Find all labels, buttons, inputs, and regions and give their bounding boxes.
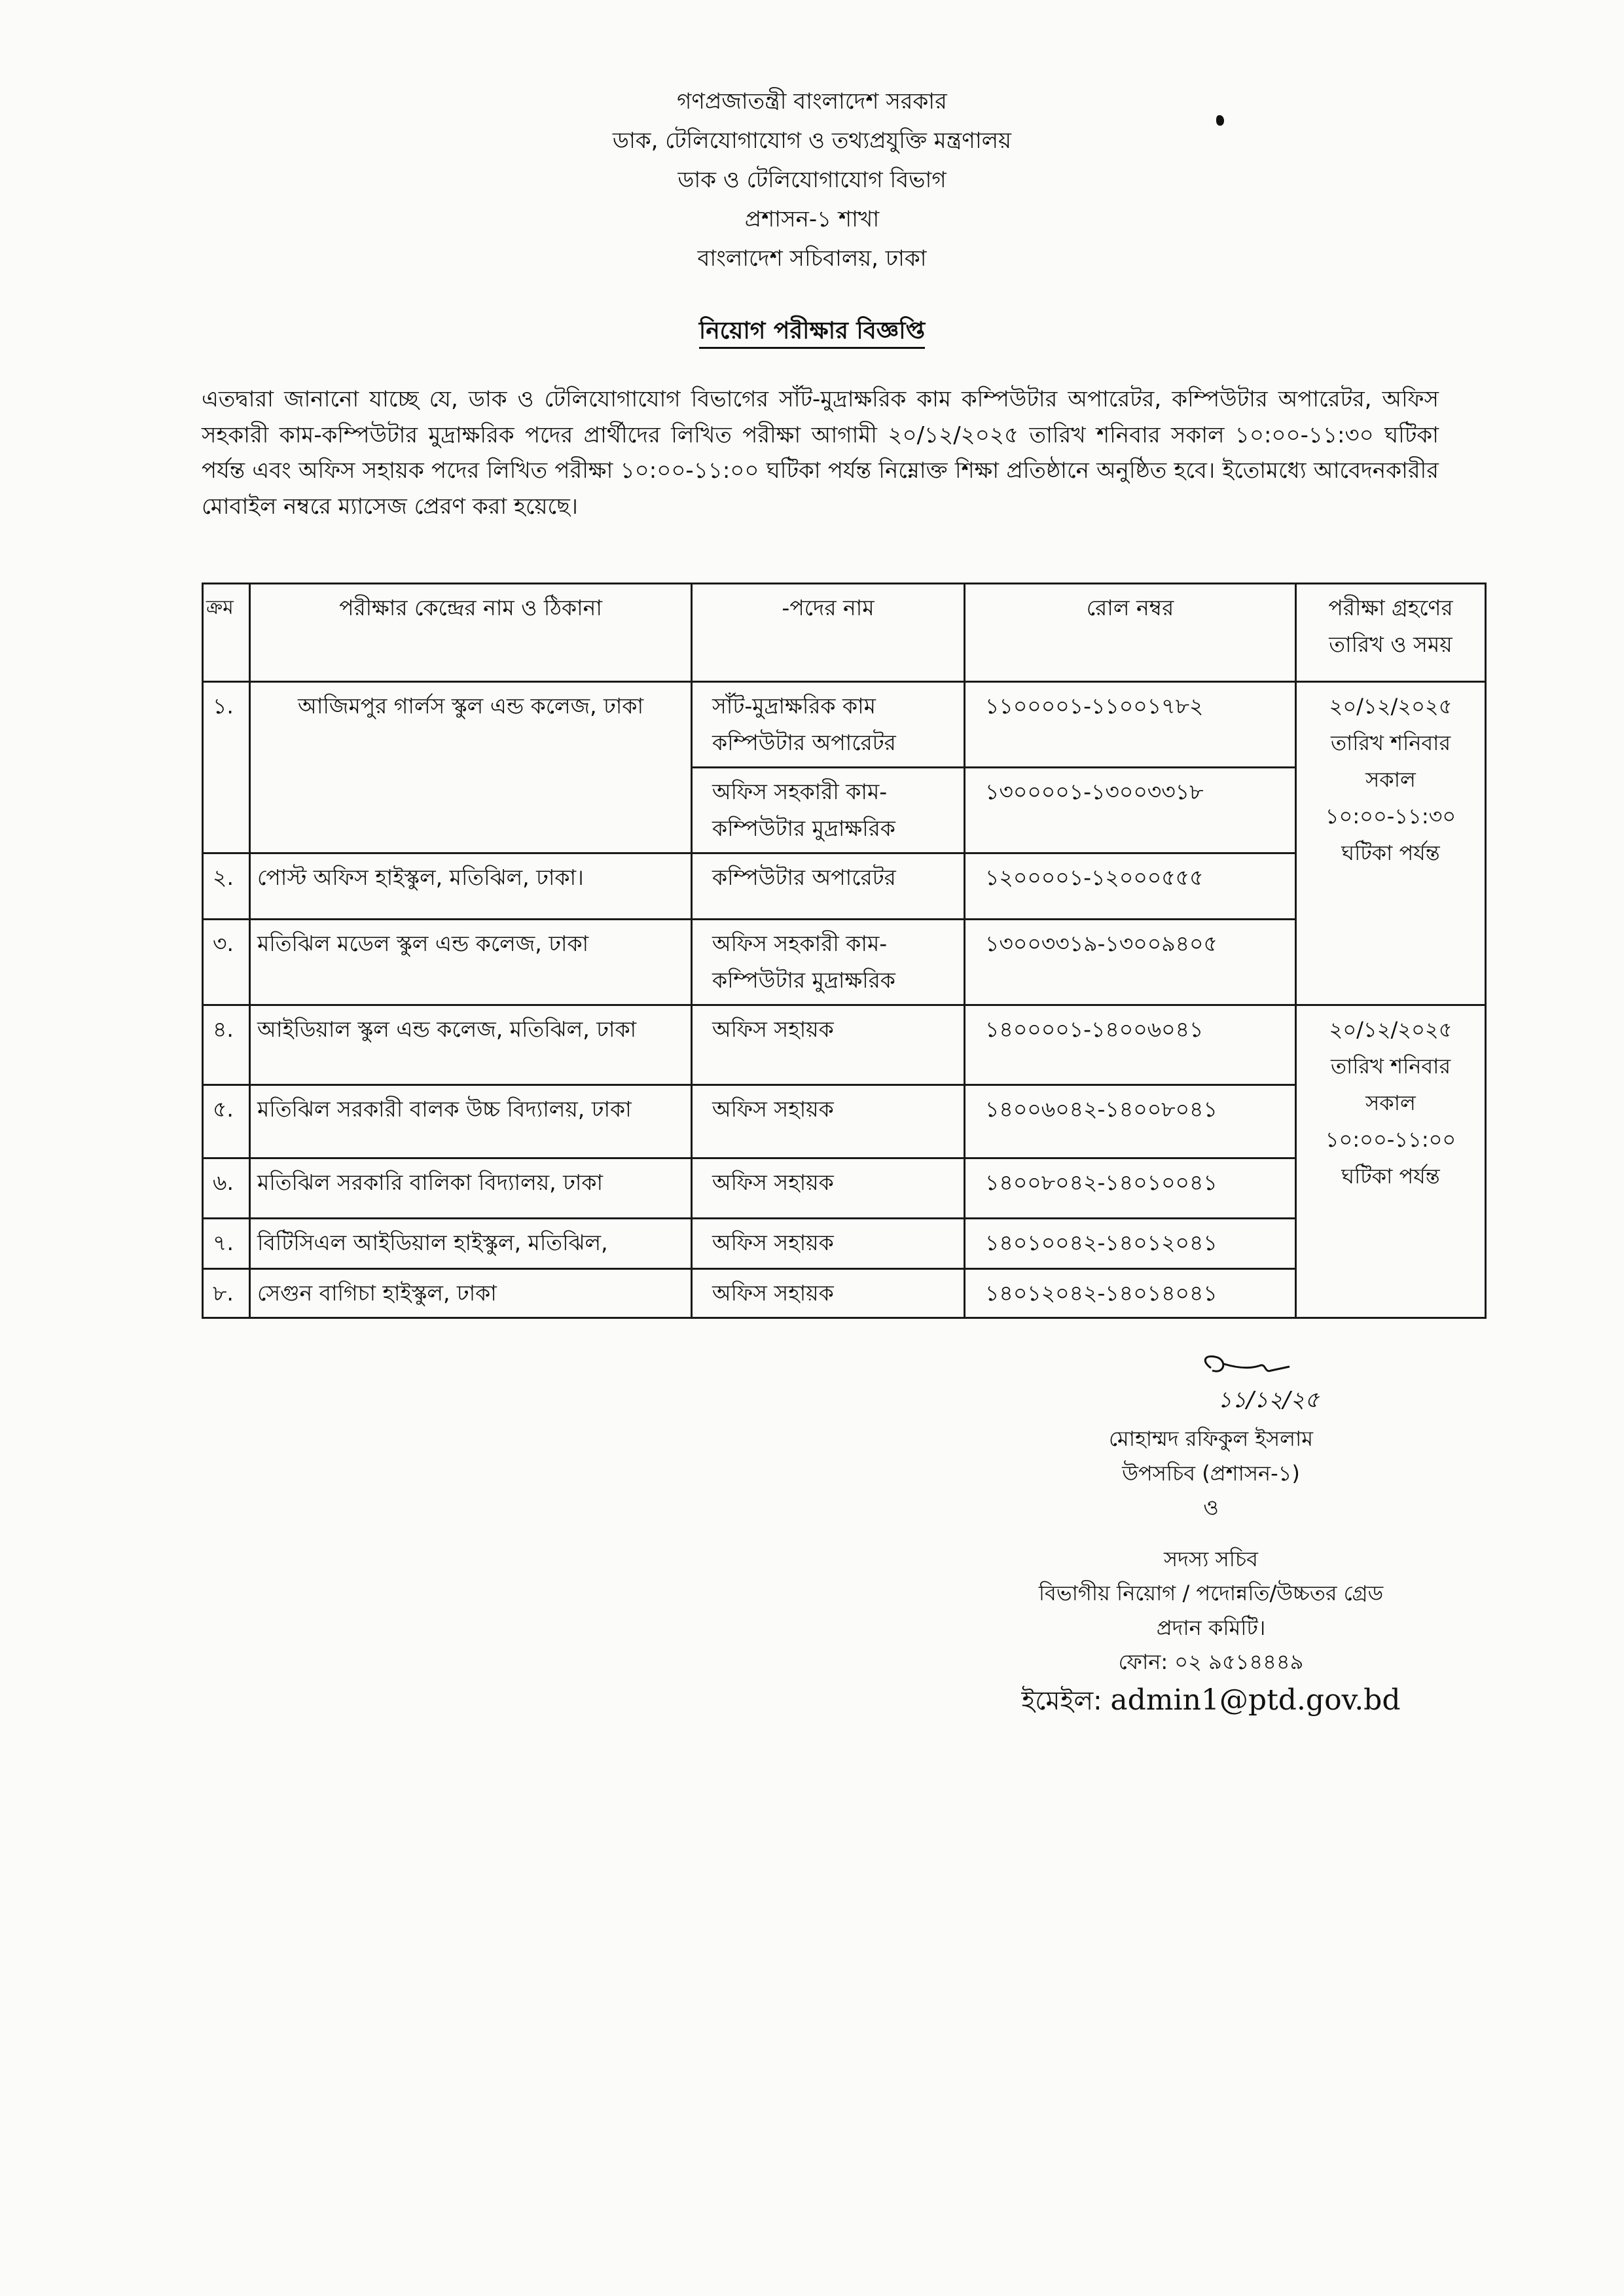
schedule-group-2: ২০/১২/২০২৫ তারিখ শনিবার সকাল ১০:০০-১১:০০ ঘটিকা পর্যন্ত (1296, 1005, 1486, 1318)
row-serial: ২. (203, 853, 250, 920)
table-row (203, 1219, 1486, 1269)
table-row (203, 1085, 1486, 1158)
row-serial: ৫. (203, 1085, 250, 1158)
signature-stroke (1205, 1356, 1290, 1371)
row-post: অফিস সহকারী কাম-কম্পিউটার মুদ্রাক্ষরিক (692, 920, 965, 1005)
table-header-row (203, 584, 1486, 682)
row-center: আইডিয়াল স্কুল এন্ড কলেজ, মতিঝিল, ঢাকা (250, 1005, 692, 1085)
row-center: মতিঝিল সরকারি বালিকা বিদ্যালয়, ঢাকা (250, 1158, 692, 1219)
signatory-role: সদস্য সচিব (1164, 1546, 1258, 1571)
row-post: অফিস সহায়ক (692, 1085, 965, 1158)
letterhead (0, 82, 1624, 278)
row-center: মতিঝিল সরকারী বালক উচ্চ বিদ্যালয়, ঢাকা (250, 1085, 692, 1158)
table-row (203, 1158, 1486, 1219)
header-roll: রোল নম্বর (965, 584, 1296, 682)
row-center: আজিমপুর গার্লস স্কুল এন্ড কলেজ, ঢাকা (250, 682, 692, 853)
row-post: কম্পিউটার অপারেটর (692, 853, 965, 920)
table-row (203, 920, 1486, 1005)
row-center: সেগুন বাগিচা হাইস্কুল, ঢাকা (250, 1269, 692, 1318)
committee-line-2: প্রদান কমিটি। (1156, 1615, 1266, 1640)
signatory-designation: উপসচিব (প্রশাসন-১) (1122, 1460, 1300, 1486)
row-roll: ১৩০০০০১-১৩০০৩৩১৮ (965, 768, 1296, 853)
government-name: গণপ্রজাতন্ত্রী বাংলাদেশ সরকার (677, 88, 947, 115)
handwritten-date: ১১/১২/২৫ (1218, 1387, 1320, 1413)
row-center: পোস্ট অফিস হাইস্কুল, মতিঝিল, ঢাকা। (250, 853, 692, 920)
schedule-group-1: ২০/১২/২০২৫ তারিখ শনিবার সকাল ১০:০০-১১:৩০ ঘটিকা পর্যন্ত (1296, 682, 1486, 1005)
signature-block (943, 1422, 1479, 1722)
row-post: অফিস সহায়ক (692, 1158, 965, 1219)
row-serial: ৪. (203, 1005, 250, 1085)
ink-speck (1216, 115, 1224, 126)
conjunction: ও (1203, 1495, 1219, 1520)
phone-number: ফোন: ০২ ৯৫১৪৪৪৯ (1118, 1649, 1304, 1674)
table-row (203, 1005, 1486, 1085)
notice-title (0, 313, 1624, 352)
row-post: অফিস সহকারী কাম-কম্পিউটার মুদ্রাক্ষরিক (692, 768, 965, 853)
row-serial: ৬. (203, 1158, 250, 1219)
exam-centers-table (202, 583, 1487, 1319)
header-post: -পদের নাম (692, 584, 965, 682)
email-line (943, 1679, 1479, 1722)
email-address[interactable]: admin1@ptd.gov.bd (1110, 1683, 1401, 1717)
row-post: অফিস সহায়ক (692, 1219, 965, 1269)
notice-title-text: নিয়োগ পরীক্ষার বিজ্ঞপ্তি (699, 317, 925, 349)
row-post: অফিস সহায়ক (692, 1269, 965, 1318)
row-serial: ৭. (203, 1219, 250, 1269)
row-post: সাঁট-মুদ্রাক্ষরিক কাম কম্পিউটার অপারেটর (692, 682, 965, 768)
row-roll: ১৪০০৬০৪২-১৪০০৮০৪১ (965, 1085, 1296, 1158)
row-roll: ১৩০০৩৩১৯-১৩০০৯৪০৫ (965, 920, 1296, 1005)
row-serial: ৮. (203, 1269, 250, 1318)
table-row (203, 853, 1486, 920)
row-post: অফিস সহায়ক (692, 1005, 965, 1085)
row-roll: ১৪০০০০১-১৪০০৬০৪১ (965, 1005, 1296, 1085)
row-roll: ১৪০০৮০৪২-১৪০১০০৪১ (965, 1158, 1296, 1219)
email-label: ইমেইল: (1021, 1685, 1102, 1716)
table-row (203, 1269, 1486, 1318)
header-serial: ক্রম (203, 584, 250, 682)
row-serial: ৩. (203, 920, 250, 1005)
notice-body: এতদ্বারা জানানো যাচ্ছে যে, ডাক ও টেলিযোগাযোগ বিভাগের সাঁট-মুদ্রাক্ষরিক কাম কম্পিউটার অপারেটর, কম্পিউটার অপারেটর, অফিস সহকারী কাম-কম্পিউটার মুদ্রাক্ষরিক পদের প্রার্থীদের লিখিত পরীক্ষা আগামী ২০/১২/২০২৫ তারিখ শনিবার সকাল ১০:০০-১১:৩০ ঘটিকা পর্যন্ত এবং অফিস সহায়ক পদের লিখিত পরীক্ষা ১০:০০-১১:০০ ঘটিকা পর্যন্ত নিম্নোক্ত শিক্ষা প্রতিষ্ঠানে অনুষ্ঠিত হবে। ইতোমধ্যে আবেদনকারীর মোবাইল নম্বরে ম্যাসেজ প্রেরণ করা হয়েছে। (202, 386, 1439, 520)
row-center: বিটিসিএল আইডিয়াল হাইস্কুল, মতিঝিল, (250, 1219, 692, 1269)
signatory-name: মোহাম্মদ রফিকুল ইসলাম (1108, 1426, 1314, 1451)
row-roll: ১২০০০০১-১২০০০৫৫৫ (965, 853, 1296, 920)
row-center: মতিঝিল মডেল স্কুল এন্ড কলেজ, ঢাকা (250, 920, 692, 1005)
branch-name: প্রশাসন-১ শাখা (744, 206, 880, 232)
row-roll: ১৪০১২০৪২-১৪০১৪০৪১ (965, 1269, 1296, 1318)
row-roll: ১১০০০০১-১১০০১৭৮২ (965, 682, 1296, 768)
division-name: ডাক ও টেলিযোগাযোগ বিভাগ (677, 167, 947, 193)
header-center: পরীক্ষার কেন্দ্রের নাম ও ঠিকানা (250, 584, 692, 682)
ministry-name: ডাক, টেলিযোগাযোগ ও তথ্যপ্রযুক্তি মন্ত্রণালয় (612, 128, 1012, 154)
row-roll: ১৪০১০০৪২-১৪০১২০৪১ (965, 1219, 1296, 1269)
handwritten-signature (1198, 1355, 1394, 1427)
table-row (203, 682, 1486, 768)
row-serial: ১. (203, 682, 250, 853)
header-datetime: পরীক্ষা গ্রহণের তারিখ ও সময় (1296, 584, 1486, 682)
committee-line-1: বিভাগীয় নিয়োগ / পদোন্নতি/উচ্চতর গ্রেড (1038, 1581, 1384, 1605)
office-location: বাংলাদেশ সচিবালয়, ঢাকা (697, 245, 927, 272)
